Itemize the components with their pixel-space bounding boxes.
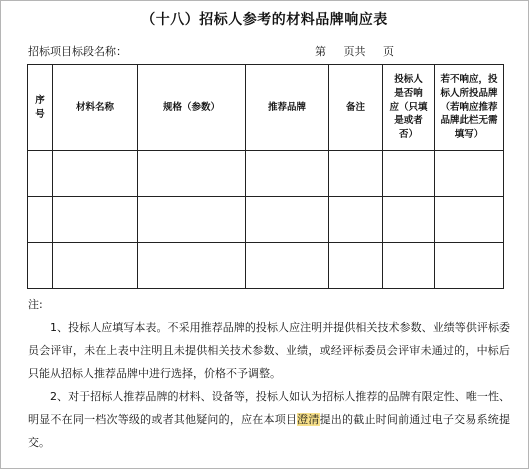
table-cell[interactable] (435, 151, 504, 197)
header-remarks: 备注 (329, 65, 383, 151)
table-cell[interactable] (138, 197, 246, 243)
table-cell[interactable] (383, 151, 435, 197)
highlighted-term: 澄清 (297, 413, 320, 426)
document-title: （十八）招标人参考的材料品牌响应表 (141, 12, 388, 28)
table-cell[interactable] (435, 243, 504, 289)
notes-label: 注: (28, 298, 43, 311)
table-cell[interactable] (53, 151, 138, 197)
table-cell[interactable] (246, 243, 329, 289)
header-specification: 规格（参数） (138, 65, 246, 151)
table-row (28, 243, 504, 289)
note-item-2-text-before: 2、对于招标人推荐品牌的材料、设备等，投标人如认为招标人推荐的品牌有限定性、唯一性、明显不在同一档次等级的或者其他疑问的，应在本项目 (28, 390, 510, 426)
header-material-name: 材料名称 (53, 65, 138, 151)
table-cell[interactable] (53, 197, 138, 243)
table-cell[interactable] (329, 197, 383, 243)
header-bidder-brand: 若不响应，投 标人所投品牌 （若响应推荐 品牌此栏无需 填写） (435, 65, 504, 151)
notes-section (28, 293, 510, 454)
table-cell[interactable] (329, 243, 383, 289)
brand-response-table (27, 64, 504, 289)
note-item-2 (28, 385, 510, 454)
table-cell[interactable] (28, 151, 53, 197)
project-name-label: 招标项目标段名称： (28, 45, 127, 58)
table-header-row (28, 65, 504, 151)
table-cell[interactable] (246, 151, 329, 197)
table-cell[interactable] (138, 243, 246, 289)
table-cell[interactable] (246, 197, 329, 243)
table-cell[interactable] (435, 197, 504, 243)
table-cell[interactable] (383, 197, 435, 243)
table-cell[interactable] (329, 151, 383, 197)
header-recommended-brand: 推荐品牌 (246, 65, 329, 151)
note-item-2-text-after: 提出的截止时间前通过电子交易系统提交。 (28, 413, 511, 449)
table-cell[interactable] (138, 151, 246, 197)
table-cell[interactable] (28, 197, 53, 243)
table-row (28, 151, 504, 197)
header-bidder-response: 投标人 是否响 应（只填 是或者 否） (383, 65, 435, 151)
note-item-1: 1、投标人应填写本表。不采用推荐品牌的投标人应注明并提供相关技术参数、业绩等供评标委员会评审，未在上表中注明且未提供相关技术参数、业绩，或经评标委员会评审未通过的，中标后只能从招标人推荐品牌中进行选择，价格不予调整。 (28, 321, 510, 380)
table-row (28, 197, 504, 243)
table-cell[interactable] (28, 243, 53, 289)
table-cell[interactable] (383, 243, 435, 289)
page-number-label: 第 页共 页 (315, 45, 394, 58)
header-serial: 序 号 (28, 65, 53, 151)
header-meta (28, 43, 508, 59)
table-cell[interactable] (53, 243, 138, 289)
